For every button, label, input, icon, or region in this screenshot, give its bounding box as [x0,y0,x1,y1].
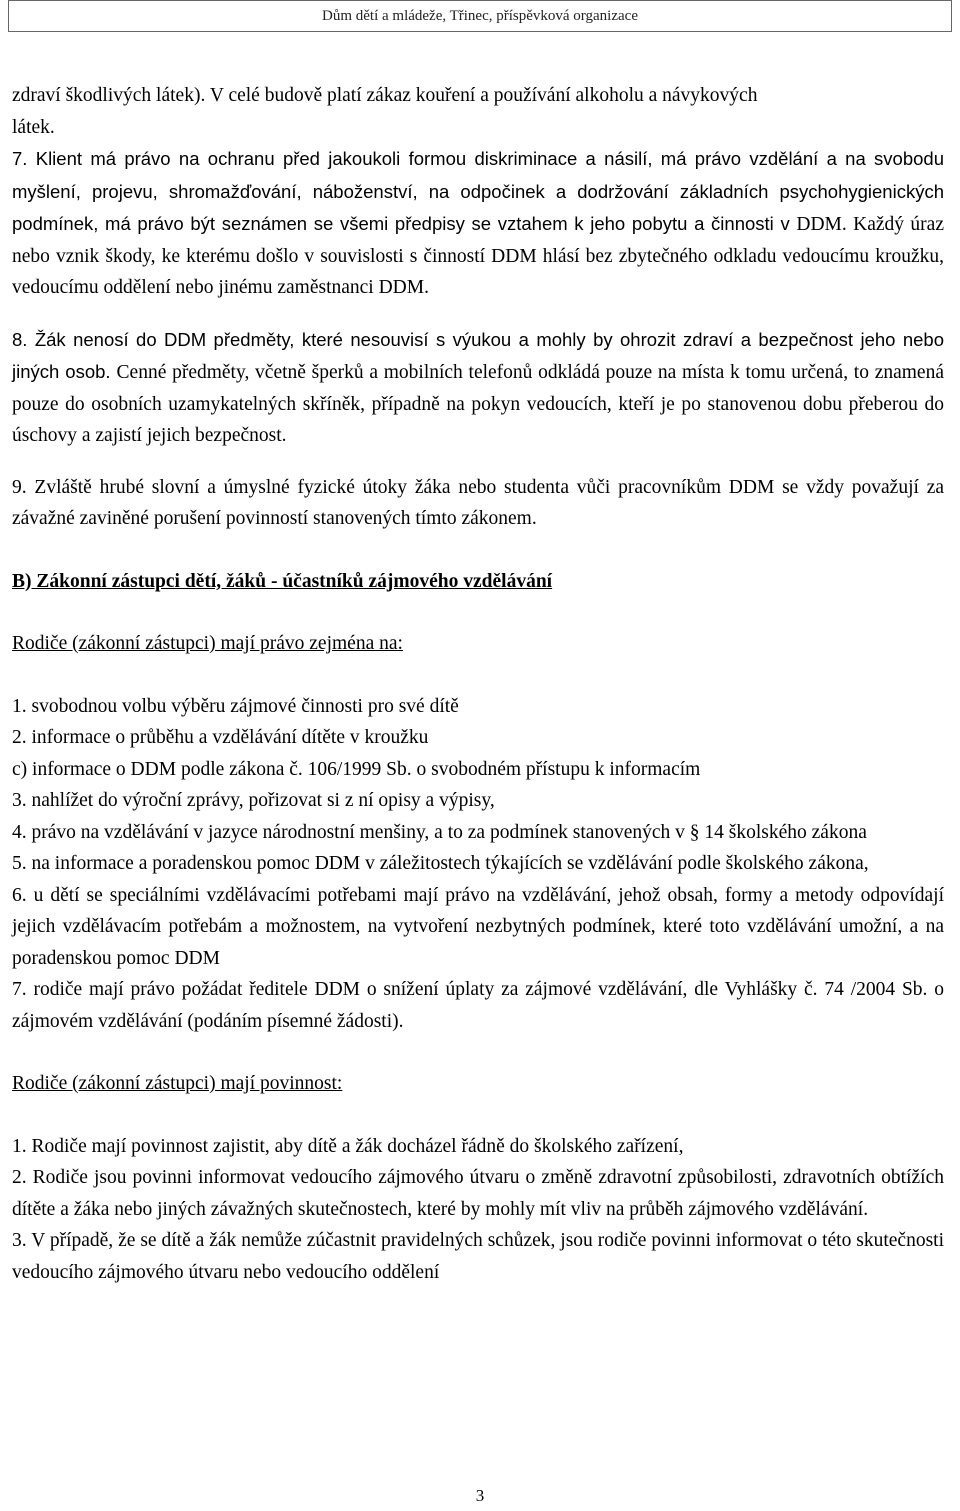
item-7 [12,143,944,304]
duties-item: 2. Rodiče jsou povinni informovat vedoucího zájmového útvaru o změně zdravotní způsobilosti, zdravotních obtížích dítěte a žáka nebo jiných závažných skutečnostech, které by mohly mít vliv na průběh zájmového vzdělávání. [12,1167,944,1220]
rights-item: 1. svobodnou volbu výběru zájmové činnosti pro své dítě [12,695,459,717]
item-8-sans-text: 8. Žák nenosí do DDM předměty, které nesouvisí s výukou a mohly by ohrozit zdraví a bezpečnost jeho nebo jiných osob. [12,328,944,382]
rights-item: 6. u dětí se speciálními vzdělávacími potřebami mají právo na vzdělávání, jehož obsah, formy a metody odpovídají jejich vzdělávacím potřebám a možnostem, na vytvoření nezbytných podmínek, které toto vzdělávání umožní, a na poradenskou pomoc DDM [12,884,944,969]
rights-item: 2. informace o průběhu a vzdělávání dítěte v kroužku [12,727,429,748]
intro-line-2: látek. [12,116,55,138]
duties-item: 1. Rodiče mají povinnost zajistit, aby dítě a žák docházel řádně do školského zařízení, [12,1135,684,1157]
item-7-serif-text: DDM. Každý úraz nebo vznik škody, ke kterému došlo v souvislosti s činností DDM hlásí bez zbytečného odkladu vedoucímu kroužku, vedoucímu oddělení nebo jinému zaměstnanci DDM. [12,214,944,298]
rights-item: 4. právo na vzdělávání v jazyce národnostní menšiny, a to za podmínek stanovených v § 14 školského zákona [12,821,867,843]
page-header: Dům dětí a mládeže, Třinec, příspěvková organizace [8,0,952,32]
page-number: 3 [475,1486,485,1505]
item-8 [12,324,944,452]
duties-heading: Rodiče (zákonní zástupci) mají povinnost: [12,1073,343,1094]
item-8-serif-text: Cenné předměty, včetně šperků a mobilních telefonů odkládá pouze na místa k tomu určená, to znamená pouze do osobních uzamykatelných skříněk, případně na pokyn vedoucích, kteří je po stanovenou dobu přeberou do úschovy a zajistí jejich bezpečnost. [12,362,944,446]
document-body [12,80,944,1288]
item-7-sans-text: 7. Klient má právo na ochranu před jakoukoli formou diskriminace a násilí, má právo vzdělání a na svobodu myšlení, projevu, shromažďování, náboženství, na odpočinek a dodržování základních psychohygienických podmínek, má právo být seznámen se všemi předpisy se vztahem k jeho pobytu a činnosti v [12,148,944,234]
item-9: 9. Zvláště hrubé slovní a úmyslné fyzické útoky žáka nebo studenta vůči pracovníkům DDM se vždy považují za závažné zaviněné porušení povinností stanovených tímto zákonem. [12,476,944,529]
rights-item: 3. nahlížet do výroční zprávy, pořizovat si z ní opisy a výpisy, [12,790,495,811]
section-b-heading: B) Zákonní zástupci dětí, žáků - účastníků zájmového vzdělávání [12,570,553,592]
intro-line-1: zdraví škodlivých látek). V celé budově platí zákaz kouření a používání alkoholu a návykových [12,85,758,106]
rights-heading: Rodiče (zákonní zástupci) mají právo zejména na: [12,633,403,654]
rights-item: 7. rodiče mají právo požádat ředitele DDM o snížení úplaty za zájmové vzdělávání, dle Vyhlášky č. 74 /2004 Sb. o zájmovém vzdělávání (podáním písemné žádosti). [12,979,944,1032]
duties-item: 3. V případě, že se dítě a žák nemůže zúčastnit pravidelných schůzek, jsou rodiče povinni informovat o této skutečnosti vedoucího zájmového útvaru nebo vedoucího oddělení [12,1230,944,1283]
rights-item: 5. na informace a poradenskou pomoc DDM v záležitostech týkajících se vzdělávání podle školského zákona, [12,853,869,874]
rights-item: c) informace o DDM podle zákona č. 106/1999 Sb. o svobodném přístupu k informacím [12,758,701,780]
